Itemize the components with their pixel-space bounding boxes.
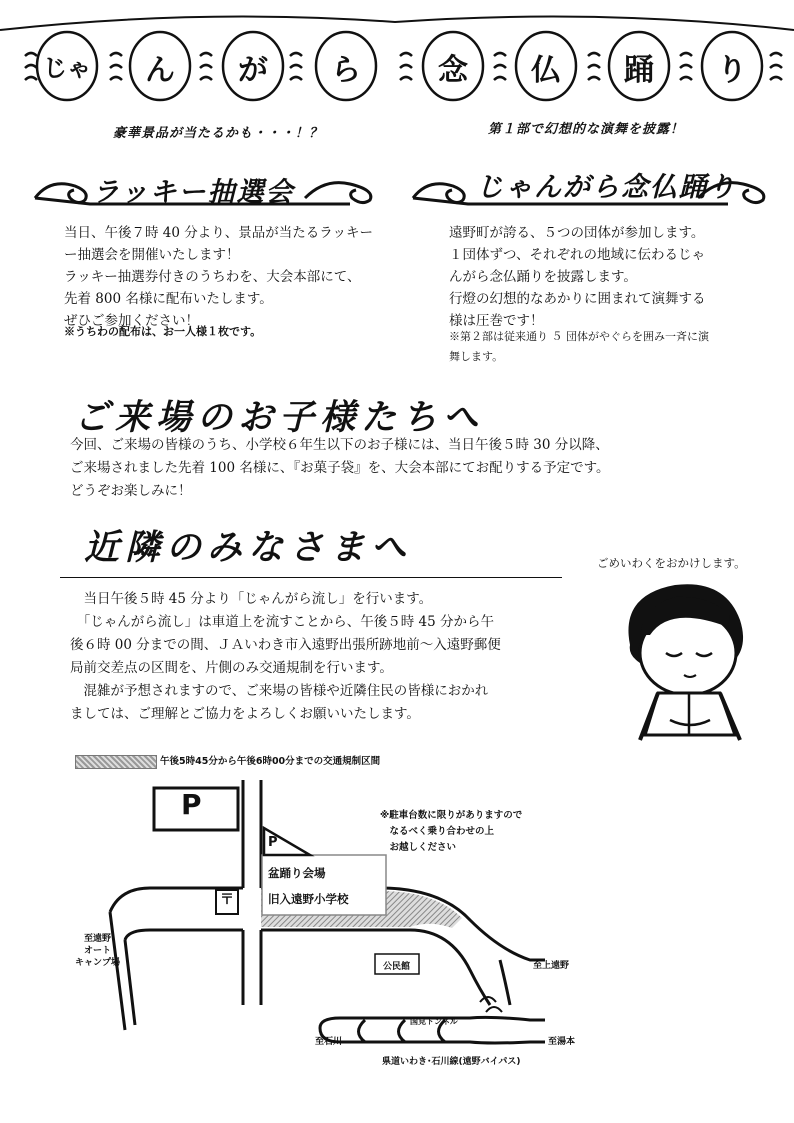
kominkan-label: 公民館 (383, 962, 411, 972)
venue-name: 盆踊り会場 (268, 866, 326, 880)
neighbors-title: 近隣のみなさまへ (84, 527, 413, 568)
to-ishikawa-label: 至石川 (315, 1037, 343, 1047)
apology-text: ごめいわくをおかけします。 (597, 556, 746, 570)
tagline-right: 第１部で幻想的な演舞を披露！ (488, 122, 685, 137)
lantern-char-2: ん (145, 53, 175, 88)
lottery-title: ラッキー抽選会 (92, 177, 295, 208)
parking-big-label: P (181, 788, 202, 821)
to-camp-label: 至遠野 オート キャンプ場 (75, 934, 121, 968)
odori-body: 遠野町が誇る、５つの団体が参加します。 １団体ずつ、それぞれの地域に伝わるじゃ んがら念仏踊りを披露します。 行燈の幻想的なあかりに囲まれて演舞する 様は圧巻です！ (449, 225, 706, 329)
children-body: 今回、ご来場の皆様のうち、小学校６年生以下のお子様には、当日午後５時 30 分以降、 ご来場されました先着 100 名様に、『お菓子袋』を、大会本部にてお配りする予定です。 どうぞお楽しみに！ (70, 437, 610, 499)
lantern-char-8: り (717, 53, 747, 88)
lantern-string-graphic (0, 0, 794, 120)
lantern-char-3: が (238, 53, 268, 88)
to-kamitono-label: 至上遠野 (533, 961, 570, 971)
lantern-char-4: ら (331, 53, 361, 88)
lantern-banner (0, 0, 794, 120)
children-title: ご来場のお子様たちへ (74, 397, 485, 438)
parking-small-label: P (268, 835, 278, 850)
bowing-person-icon (600, 575, 780, 745)
route-label: 県道いわき･石川線(遠野バイパス) (382, 1057, 521, 1067)
lottery-note: ※うちわの配布は、お一人様１枚です。 (64, 325, 262, 338)
lantern-char-1: じゃ (43, 53, 91, 82)
lottery-body: 当日、午後７時 40 分より、景品が当たるラッキー ー抽選会を開催いたします！ ラッキー抽選券付きのうちわを、大会本部にて、 先着 800 名様に配布いたします。 ぜひご参加ください！ (64, 225, 373, 329)
restriction-legend-text: 午後5時45分から午後6時00分までの交通規制区間 (160, 756, 381, 767)
tunnel-label: 国見トンネル (410, 1017, 458, 1026)
lantern-char-6: 仏 (531, 53, 561, 88)
venue-school: 旧入遠野小学校 (268, 892, 349, 906)
neighbors-body: 当日午後５時 45 分より「じゃんがら流し」を行います。 「じゃんがら流し」は車道上を流すことから、午後５時 45 分から午 後６時 00 分までの間、ＪＡいわき市入遠野出張所跡地前～入遠野郵便 局前交差点の区間を、片側のみ交通規制を行います。 混雑が予想されますので、ご来場の皆様や近隣住民の皆様におかれ ましては、ご理解とご協力をよろしくお願いいたします。 (70, 591, 501, 722)
parking-note: ※駐車台数に限りがありますので なるべく乗り合わせの上 お越しください (380, 810, 523, 853)
tagline-left: 豪華景品が当たるかも・・・！？ (113, 126, 324, 141)
lantern-char-5: 念 (438, 53, 468, 88)
odori-title: じゃんがら念仏踊り (476, 172, 737, 203)
post-office-icon: 〒 (220, 892, 234, 908)
odori-note: ※第２部は従来通り ５ 団体がやぐらを囲み一斉に演 舞します。 (449, 330, 709, 363)
to-yumoto-label: 至湯本 (548, 1037, 576, 1047)
lantern-char-7: 踊 (624, 53, 654, 88)
restriction-legend-swatch (75, 755, 157, 769)
section-divider (60, 577, 562, 578)
